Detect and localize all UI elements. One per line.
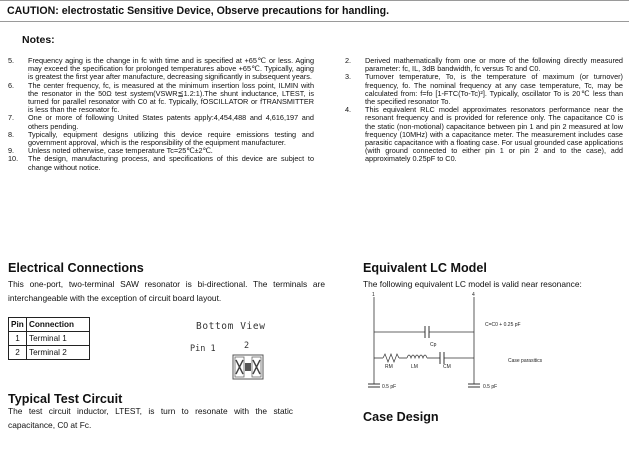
note-text: The center frequency, fc, is measured at the minimum insertion loss point, ILMIN with the resonator in the 50Ω test system(VSWR≦1.2:1).The shunt inductance, LTEST, is turned for parallel resonator with C0 at fc. Typically, fOSCILLATOR or fTRANSMITTER is less than the resonator fc.: [28, 80, 314, 115]
note-text: The design, manufacturing process, and specifications of this device are subject to change without notice.: [28, 154, 314, 172]
typical-test-circuit-title: Typical Test Circuit: [8, 392, 123, 406]
note-item: [8, 57, 314, 82]
caution-bar: [0, 0, 629, 22]
right-cap-label: 0.5 pF: [483, 384, 498, 390]
note-item: [345, 73, 623, 106]
pin-table: [8, 317, 90, 360]
typical-test-circuit-text: The test circuit inductor, LTEST, is turn to resonate with the static capacitance, C0 at Fc.: [8, 406, 293, 430]
note-item: [8, 82, 314, 115]
note-number: 2.: [345, 56, 352, 65]
pin1-label: Pin 1: [190, 344, 216, 354]
node4-label: 4: [472, 292, 475, 298]
left-cap-label: 0.5 pF: [382, 384, 397, 390]
rm-label: RM: [385, 364, 393, 370]
caution-text: CAUTION: electrostatic Sensitive Device, Observe precautions for handling.: [7, 5, 390, 17]
table-row: [9, 332, 90, 346]
notes-left-list: [8, 57, 314, 172]
lm-label: LM: [411, 364, 418, 370]
note-text: Typically, equipment designs utilizing this device require emissions testing and government approval, which is the responsibility of the equipment manufacturer.: [28, 129, 314, 148]
cp-label: Cp: [430, 342, 437, 348]
note-item: [8, 131, 314, 147]
pin-connection: Terminal 2: [27, 346, 90, 360]
note-number: 5.: [8, 56, 15, 65]
equivalent-lc-model-text: The following equivalent LC model is valid near resonance:: [363, 279, 582, 289]
package-bottom-view-icon: [232, 354, 264, 380]
equivalent-lc-circuit-diagram: [363, 292, 625, 394]
note-number: 10.: [8, 154, 19, 164]
bottom-view-label: Bottom View: [196, 321, 266, 332]
pin-connection: Terminal 1: [27, 332, 90, 346]
note-number: 6.: [8, 80, 15, 90]
note-item: [345, 106, 623, 163]
electrical-connections-text: This one-port, two-terminal SAW resonator is bi-directional. The terminals are interchangeable with the exception of circuit board layout.: [8, 279, 325, 303]
cm-label: CM: [443, 364, 451, 370]
connection-header: Connection: [27, 318, 90, 332]
pin2-label: 2: [244, 341, 250, 351]
note-number: 4.: [345, 105, 352, 115]
pin-number: 2: [9, 346, 27, 360]
note-text: One or more of following United States patents apply:4,454,488 and 4,616,197 and others pending.: [28, 113, 314, 131]
note-item: [345, 57, 623, 73]
case-parasitics-label: Case parasitics: [508, 358, 543, 364]
node1-label: 1: [372, 292, 375, 298]
note-number: 3.: [345, 72, 352, 82]
pin-header: Pin: [9, 318, 27, 332]
note-number: 7.: [8, 113, 15, 123]
notes-right-list: [345, 57, 623, 164]
note-item: [8, 114, 314, 130]
equivalent-lc-model-title: Equivalent LC Model: [363, 261, 487, 275]
note-number: 8.: [8, 129, 15, 139]
note-number: 9.: [8, 146, 15, 156]
note-text: This equivalent RLC model approximates resonators performance near the resonant frequency and is provided for reference only. The capacitance C0 is the static (non-motional) capacitance between pin 1 and pin 2 measured at low frequency (10MHz) with a capacitance meter. The measurement includes case parasitic capacitance with a floating case. For usual grounded case applications (with ground connected to either pin 1 or pin 2 and to the case), add approximately 0.25pF to C0.: [365, 105, 623, 164]
pin-number: 1: [9, 332, 27, 346]
c-formula-label: C=C0 + 0.25 pF: [485, 322, 521, 328]
note-text: Frequency aging is the change in fc with time and is specified at +65℃ or less. Aging may exceed the specification for prolonged temperatures above +65℃. Typically, aging is greatest the first year after manufacture, decreasing significantly in subsequent years.: [28, 56, 314, 82]
note-item: [8, 155, 314, 171]
table-row: [9, 346, 90, 360]
note-text: Derived mathematically from one or more of the following directly measured parameter: fc, IL, 3dB bandwidth, fc versus Tc and C0.: [365, 56, 623, 74]
electrical-connections-title: Electrical Connections: [8, 261, 144, 275]
note-text: Unless noted otherwise, case temperature Tc=25℃±2℃.: [28, 146, 213, 156]
notes-heading: Notes:: [22, 34, 55, 46]
pin-table-header: [9, 318, 90, 332]
note-text: Turnover temperature, To, is the temperature of maximum (or turnover) frequency, fo. The nominal frequency at any case temperature, Tc, may be calculated from: f=fo [1-FTC(To-Tc)²]. Typically, oscillator To is 20℃ less than the specified resonator To.: [365, 72, 623, 107]
case-design-title: Case Design: [363, 410, 439, 424]
